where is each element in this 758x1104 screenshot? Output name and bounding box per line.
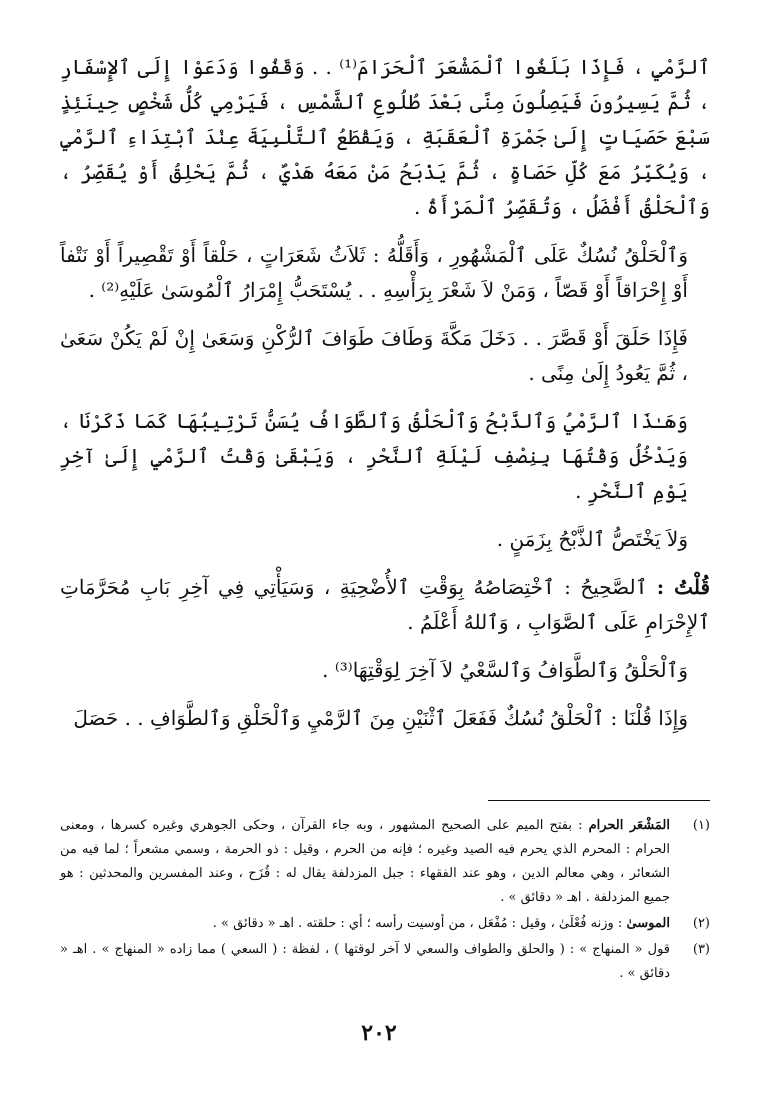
footnote-text: : وزنه فُعْلَىٰ ، وقيل : مُفْعَل ، من أوسيت رأسه ؛ أي : حلقته . اهـ « دقائق » . [212, 916, 623, 931]
footnote-body [60, 938, 670, 986]
paragraph-3-text: فَإِذَا حَلَقَ أَوْ قَصَّرَ . . دَخَلَ مَكَّةَ وَطَافَ طَوَافَ ٱلرُّكْنِ وَسَعَىٰ إِنْ لَمْ يَكُنْ سَعَىٰ ، ثُمَّ يَعُودُ إِلَىٰ مِنًى . [60, 326, 688, 385]
main-text-body [60, 50, 710, 749]
footnote-number: (٣) [692, 942, 710, 957]
footnote-term: المَشْعَر الحرام [588, 818, 670, 833]
qultu-lead: قُلْتُ : [656, 575, 710, 599]
paragraph-5 [60, 522, 710, 557]
paragraph-5-text: وَلاَ يَخْتَصُّ ٱلذَّبْحُ بِزَمَنٍ . [496, 527, 688, 551]
paragraph-2-text: وَٱلْحَلْقُ نُسُكٌ عَلَى ٱلْمَشْهُورِ ، وَأَقَلُّهُ : ثَلاَثُ شَعَرَاتٍ ، حَلْقاً أَوْ تَقْصِيراً أَوْ نَتْفاً أَوْ إِحْرَاقاً أَوْ قَصّاً ، وَمَنْ لاَ شَعْرَ بِرَأْسِهِ . . يُسْتَحَبُّ إِمْرَارُ ٱلْمُوسَىٰ عَلَيْهِ⁽²⁾ . [60, 243, 688, 302]
paragraph-4 [60, 404, 710, 509]
footnotes [60, 814, 710, 988]
paragraph-6-text: ٱلصَّحِيحُ : ٱخْتِصَاصُهُ بِوَقْتِ ٱلأُضْحِيَةِ ، وَسَيَأْتِي فِي آخِرِ بَابِ مُحَرَّمَاتِ ٱلإِحْرَامِ عَلَى ٱلصَّوَابِ ، وَٱللهُ أَعْلَمُ . [60, 575, 710, 634]
footnote-body [60, 814, 670, 910]
footnote-2 [60, 912, 710, 936]
paragraph-7 [60, 653, 710, 688]
paragraph-2 [60, 238, 710, 308]
footnote-1 [60, 814, 710, 910]
footnote-text: قول « المنهاج » : ( والحلق والطواف والسعي لا آخر لوقتها ) ، لفظة : ( السعي ) مما زاده « المنهاج » . اهـ « دقائق » . [60, 942, 670, 981]
footnote-body [60, 912, 670, 936]
paragraph-1 [60, 50, 710, 225]
footnote-3 [60, 938, 710, 986]
paragraph-7-text: وَٱلْحَلْقُ وَٱلطَّوَافُ وَٱلسَّعْيُ لاَ آخِرَ لِوَقْتِهَا⁽³⁾ . [322, 658, 688, 682]
paragraph-6 [60, 570, 710, 640]
paragraph-4-text: وَهَـٰذَا ٱلرَّمْيُ وَٱلذَّبْحُ وَٱلْحَلْقُ وَٱلطَّوَافُ يُسَنُّ تَرْتِيبُهَا كَمَا ذَكَرْنَا ، وَيَدْخُلُ وَقْتُهَا بِنِصْفِ لَيْلَةِ ٱلنَّحْرِ ، وَيَبْقَىٰ وَقْتُ ٱلرَّمْيِ إِلَىٰ آخِرِ يَوْمِ ٱلنَّحْرِ . [60, 409, 688, 503]
paragraph-1-text: ٱلرَّمْيِ ، فَإِذَا بَلَغُوا ٱلْمَشْعَرَ ٱلْحَرَامَ⁽¹⁾ . . وَقَفُوا وَدَعَوْا إِلَى ٱلإِسْفَارِ ، ثُمَّ يَسِيرُونَ فَيَصِلُونَ مِنًى بَعْدَ طُلُوعِ ٱلشَّمْسِ ، فَيَرْمِي كُلُّ شَخْصٍ حِينَئِذٍ سَبْعَ حَصَيَاتٍ إِلَىٰ جَمْرَةِ ٱلْعَقَبَةِ ، وَيَقْطَعُ ٱلتَّلْبِيَةَ عِنْدَ ٱبْتِدَاءِ ٱلرَّمْيِ ، وَيُكَبِّرُ مَعَ كُلِّ حَصَاةٍ ، ثُمَّ يَذْبَحُ مَنْ مَعَهُ هَدْيٌ ، ثُمَّ يَحْلِقُ أَوْ يُقَصِّرُ ، وَٱلْحَلْقُ أَفْضَلُ ، وَتُقَصِّرُ ٱلْمَرْأَةُ . [60, 55, 710, 219]
footnote-number: (١) [692, 818, 710, 833]
footnote-text: : بفتح الميم على الصحيح المشهور ، وبه جاء القرآن ، وحكى الجوهري وغيره كسرها ، ومعنى الحرام : المحرم الذي يحرم فيه الصيد وغيره ؛ فإنه من الحرم ، وقيل : ذو الحرمة ، وسمي مشعراً ؛ لما فيه من الشعائر ، وهي معالم الدين ، وهو عند الفقهاء : جبل المزدلفة يقال له : قُزَح ، وعند المفسرين والمحدثين : هو جميع المزدلفة . اهـ « دقائق » . [60, 818, 670, 905]
footnote-number: (٢) [692, 916, 710, 931]
page-number: ٢٠٢ [361, 1020, 397, 1046]
paragraph-8-text: وَإِذَا قُلْنَا : ٱلْحَلْقُ نُسُكٌ فَفَعَلَ ٱثْنَيْنِ مِنَ ٱلرَّمْيِ وَٱلْحَلْقِ وَٱلطَّوَافِ . . حَصَلَ [73, 706, 688, 730]
footnote-term: الموسىٰ [626, 916, 670, 931]
paragraph-8 [60, 701, 710, 736]
paragraph-3 [60, 321, 710, 391]
footnote-divider [488, 800, 710, 801]
